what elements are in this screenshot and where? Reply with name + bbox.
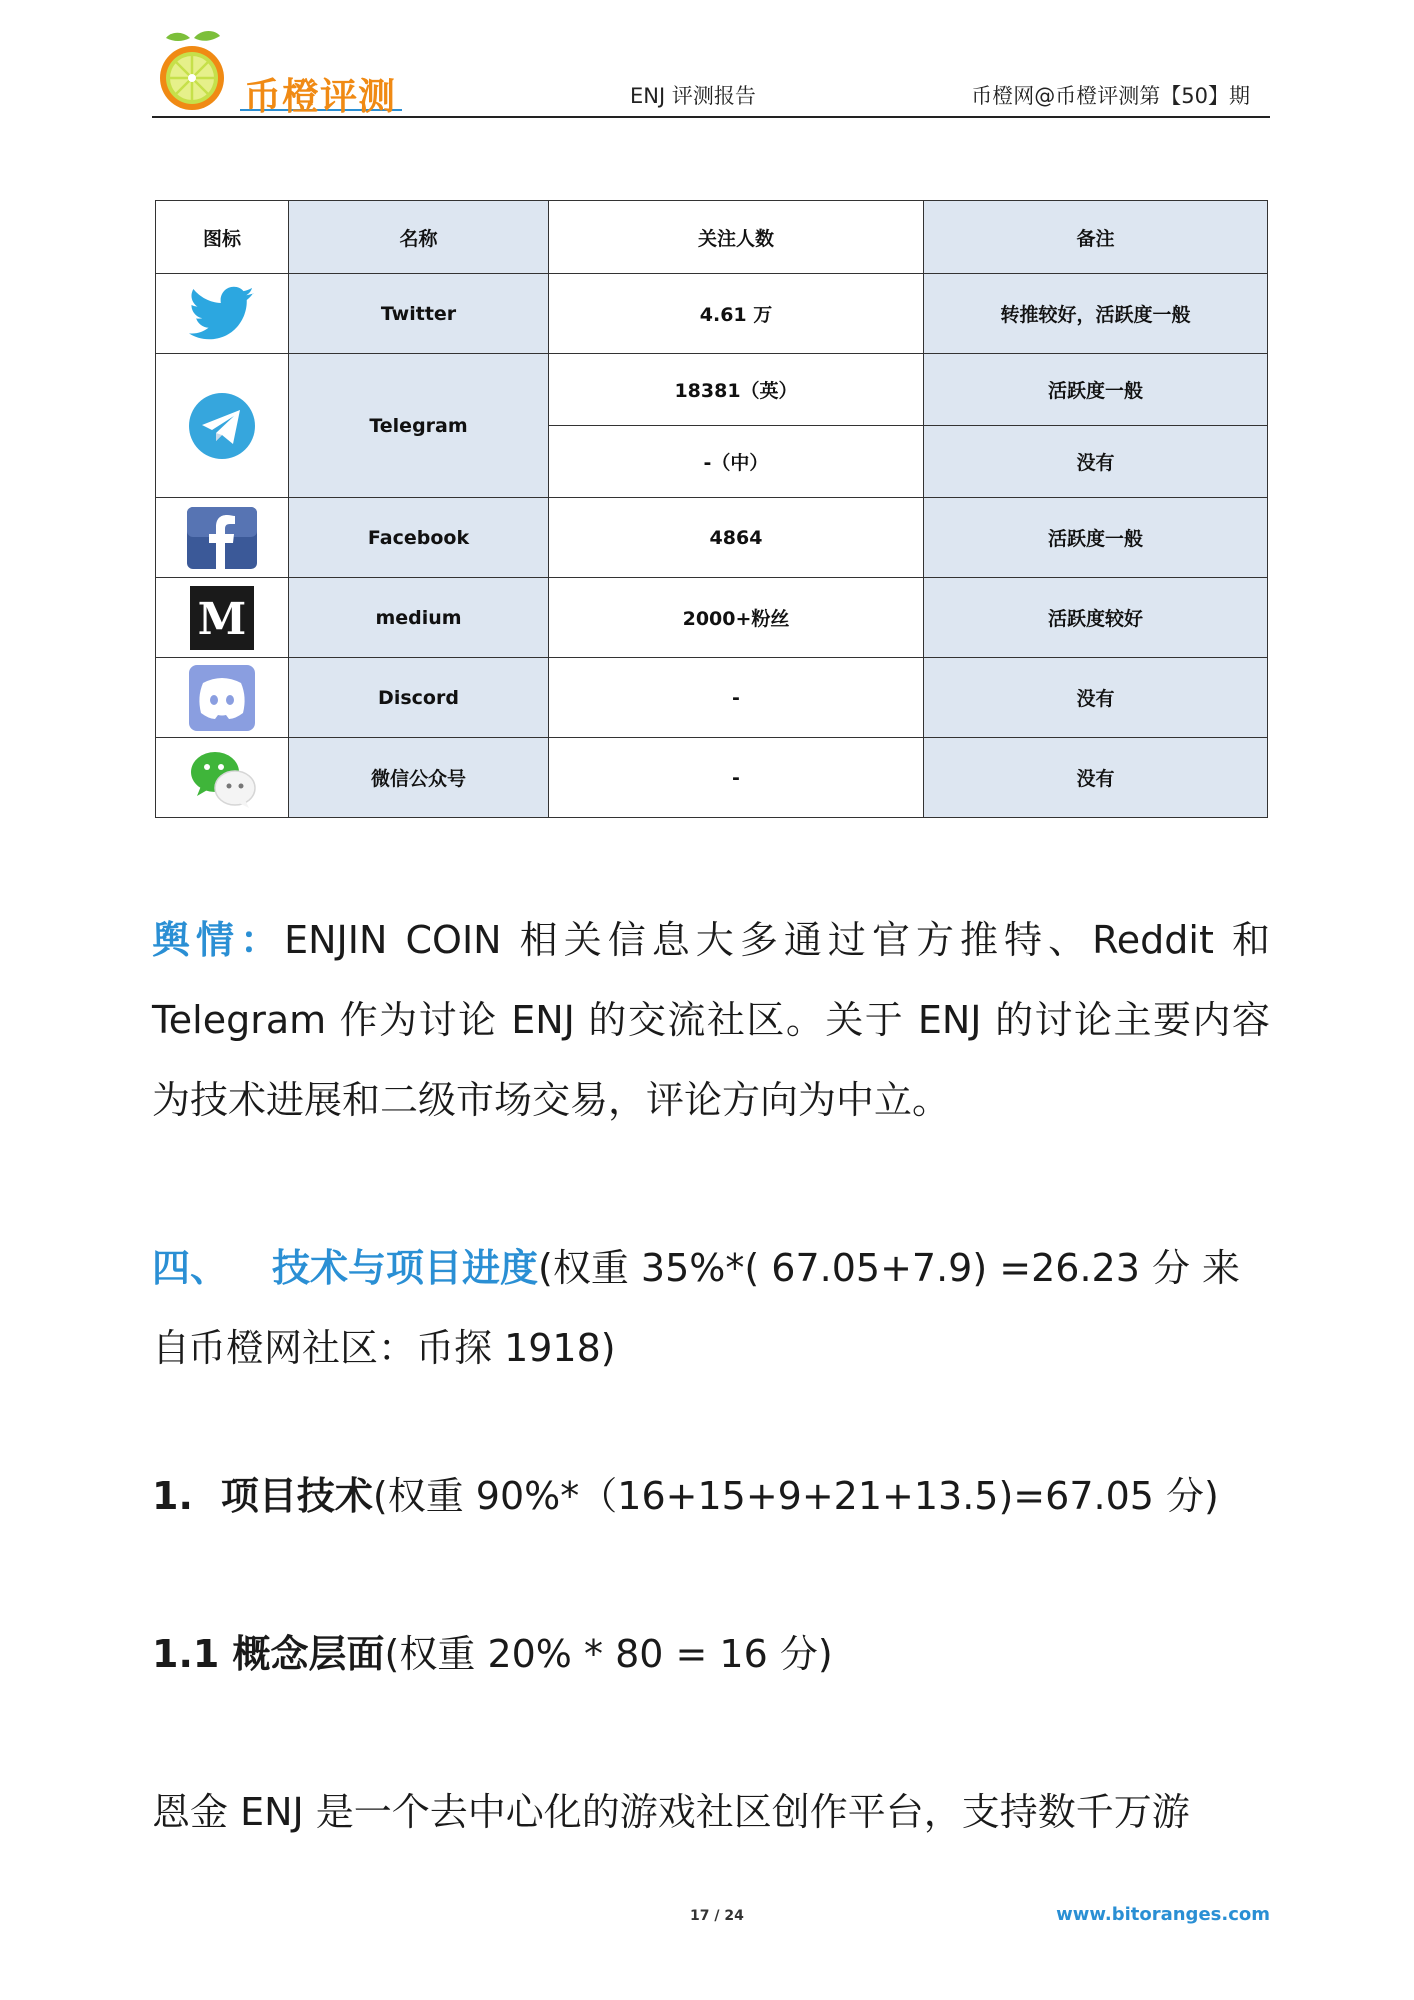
website-link[interactable]: www.bitoranges.com <box>1056 1904 1270 1925</box>
issue-label: 币橙网@币橙评测第【50】期 <box>971 84 1250 108</box>
header-cell-note: 备注 <box>924 201 1268 274</box>
logo-text: 币橙评测 <box>244 74 396 118</box>
medium-icon <box>190 586 254 650</box>
header-cell-followers: 关注人数 <box>549 201 924 274</box>
followers-cell: -（中） <box>549 426 924 498</box>
name-cell: medium <box>289 578 549 658</box>
note-cell: 没有 <box>924 738 1268 818</box>
discord-icon <box>189 665 255 731</box>
section-1-detail: (权重 90%*（16+15+9+21+13.5)=67.05 分) <box>372 1474 1219 1518</box>
page-header <box>152 24 1270 118</box>
name-cell: Telegram <box>289 354 549 498</box>
icon-cell <box>156 498 289 578</box>
followers-cell: - <box>549 738 924 818</box>
name-cell: Twitter <box>289 274 549 354</box>
followers-cell: - <box>549 658 924 738</box>
icon-cell <box>156 738 289 818</box>
icon-cell <box>156 578 289 658</box>
telegram-icon <box>188 392 256 460</box>
intro-paragraph: 恩金 ENJ 是一个去中心化的游戏社区创作平台，支持数千万游 <box>152 1790 1190 1834</box>
section-1-1-title: 1.1 概念层面 <box>152 1632 385 1676</box>
section-1-1-detail: (权重 20% * 80 = 16 分) <box>384 1632 833 1676</box>
header-cell-icon: 图标 <box>156 201 289 274</box>
svg-text:M: M <box>197 593 247 645</box>
table-row <box>156 498 1268 578</box>
name-cell: 微信公众号 <box>289 738 549 818</box>
section-4-detail-line2: 币橙网社区：币探 1918) <box>188 1326 616 1370</box>
note-cell: 没有 <box>924 658 1268 738</box>
page-number: 17 / 24 <box>690 1908 744 1924</box>
table-row <box>156 274 1268 354</box>
note-cell: 没有 <box>924 426 1268 498</box>
icon-cell <box>156 274 289 354</box>
note-cell: 活跃度一般 <box>924 498 1268 578</box>
table-row <box>156 578 1268 658</box>
table-row <box>156 738 1268 818</box>
note-cell: 活跃度较好 <box>924 578 1268 658</box>
section-1-number: 1. <box>152 1474 193 1518</box>
name-cell: Facebook <box>289 498 549 578</box>
sentiment-text: ENJIN COIN 相关信息大多通过官方推特、Reddit 和 Telegram 作为讨论 ENJ 的交流社区。关于 ENJ 的讨论主要内容为技术进展和二级市场交易，评论方向为中立。 <box>152 918 1270 1122</box>
followers-cell: 2000+粉丝 <box>549 578 924 658</box>
header-cell-name: 名称 <box>289 201 549 274</box>
name-cell: Discord <box>289 658 549 738</box>
section-1-heading <box>152 1466 1270 1526</box>
icon-cell <box>156 354 289 498</box>
sentiment-paragraph <box>152 900 1270 1140</box>
table-row <box>156 354 1268 426</box>
followers-cell: 4864 <box>549 498 924 578</box>
note-cell: 转推较好，活跃度一般 <box>924 274 1268 354</box>
followers-cell: 4.61 万 <box>549 274 924 354</box>
section-4-title: 技术与项目进度 <box>272 1246 539 1290</box>
followers-cell: 18381（英） <box>549 354 924 426</box>
note-cell: 活跃度一般 <box>924 354 1268 426</box>
table-row <box>156 658 1268 738</box>
section-4-detail: (权重 35%*( 67.05+7.9) =26.23 分 来自 <box>152 1246 1241 1370</box>
facebook-icon <box>187 507 257 569</box>
section-1-1-heading <box>152 1624 1270 1684</box>
section-1-title: 项目技术 <box>220 1474 373 1518</box>
section-4-number: 四、 <box>152 1246 229 1290</box>
wechat-icon <box>187 746 257 810</box>
social-media-table <box>155 200 1268 818</box>
twitter-icon <box>189 286 255 342</box>
table-header-row <box>156 201 1268 274</box>
report-title: ENJ 评测报告 <box>630 84 756 108</box>
sentiment-label: 舆情： <box>152 918 285 962</box>
icon-cell <box>156 658 289 738</box>
